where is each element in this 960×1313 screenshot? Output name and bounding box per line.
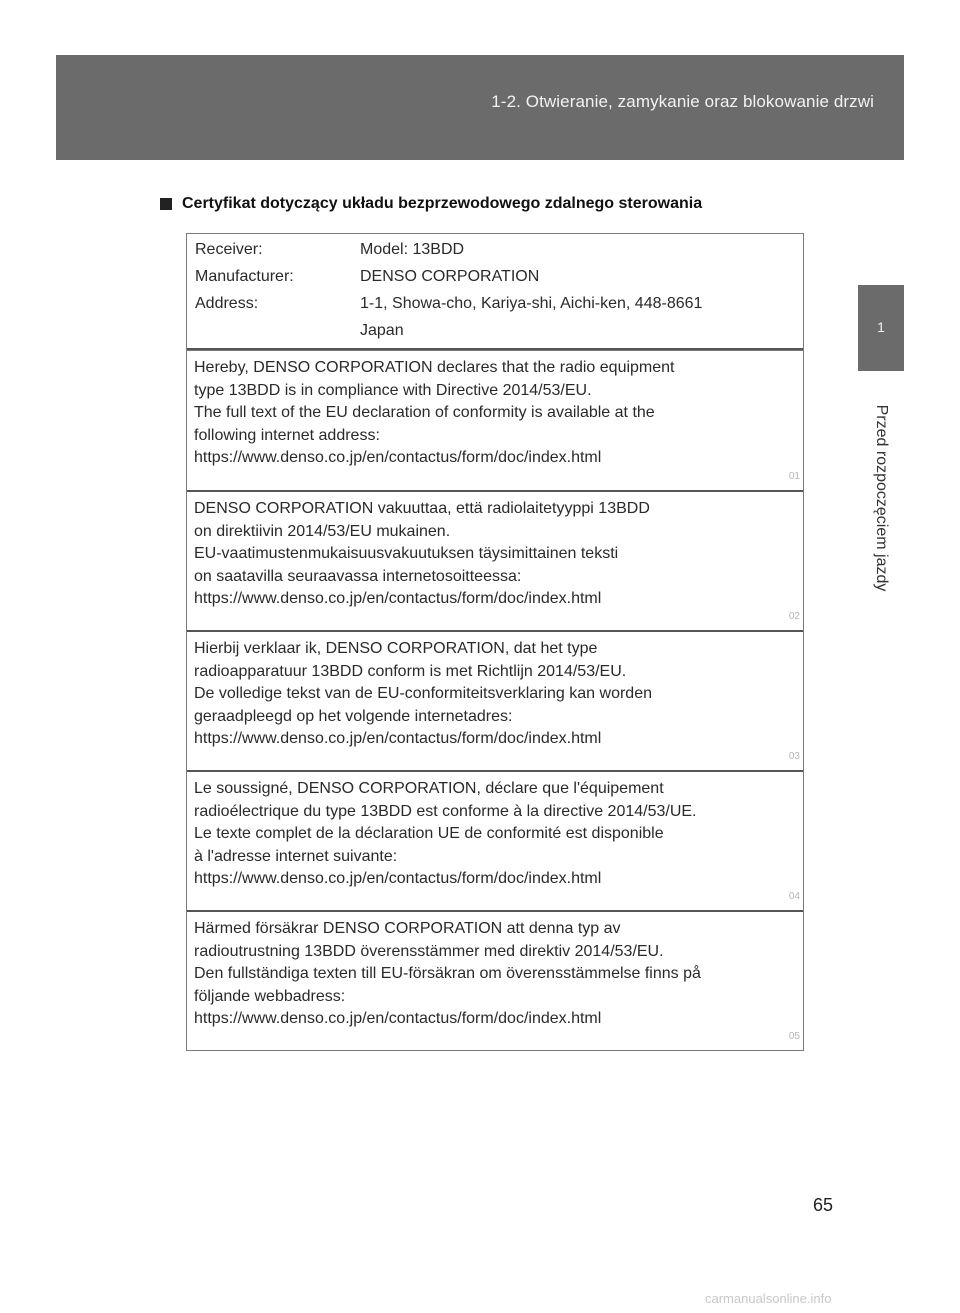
declaration-url: https://www.denso.co.jp/en/contactus/form/doc/index.html: [194, 590, 602, 607]
declaration-number: 01: [788, 470, 800, 482]
declaration-nl: [187, 630, 803, 770]
declaration-line: geraadpleegd op het volgende internetadres:: [194, 707, 513, 725]
declaration-fi: [187, 490, 803, 630]
receiver-value: Model: 13BDD: [360, 241, 465, 258]
chapter-number: 1: [877, 319, 885, 335]
declaration-url: https://www.denso.co.jp/en/contactus/form/doc/index.html: [194, 870, 602, 887]
declaration-line: EU-vaatimustenmukaisuusvakuutuksen täysimittainen teksti: [194, 545, 619, 562]
receiver-row: [195, 236, 795, 263]
declaration-line: Hereby, DENSO CORPORATION declares that the radio equipment: [194, 359, 675, 376]
declaration-line: The full text of the EU declaration of conformity is available at the: [194, 404, 655, 421]
declaration-sv: [187, 910, 803, 1050]
address-line-2: Japan: [360, 322, 404, 339]
declaration-line: DENSO CORPORATION vakuuttaa, että radiolaitetyyppi 13BDD: [194, 500, 650, 517]
declaration-url: https://www.denso.co.jp/en/contactus/form/doc/index.html: [194, 449, 602, 466]
section-heading: [160, 195, 702, 213]
receiver-label: Receiver:: [195, 241, 263, 258]
declaration-line: Den fullständiga texten till EU-försäkran om överensstämmelse finns på: [194, 965, 701, 982]
manufacturer-label: Manufacturer:: [195, 268, 294, 285]
declaration-fr: [187, 770, 803, 910]
declaration-line: radioapparatuur 13BDD conform is met Richtlijn 2014/53/EU.: [194, 662, 627, 680]
declaration-line: on saatavilla seuraavassa internetosoitteessa:: [194, 567, 522, 585]
chapter-side-label: Przed rozpoczęciem jazdy: [873, 404, 890, 592]
declaration-url: https://www.denso.co.jp/en/contactus/form/doc/index.html: [194, 1010, 602, 1027]
declaration-line: Le soussigné, DENSO CORPORATION, déclare que l'équipement: [194, 780, 664, 797]
address-row: [195, 290, 795, 317]
chapter-side-tab: [858, 285, 904, 371]
manufacturer-row: [195, 263, 795, 290]
declaration-url: https://www.denso.co.jp/en/contactus/form/doc/index.html: [194, 730, 602, 747]
chapter-title: 1-2. Otwieranie, zamykanie oraz blokowanie drzwi: [491, 92, 874, 111]
declaration-number: 02: [788, 610, 800, 622]
declaration-number: 04: [788, 890, 800, 902]
square-bullet-icon: [160, 198, 172, 210]
declaration-line: Härmed försäkrar DENSO CORPORATION att denna typ av: [194, 920, 621, 937]
declaration-line: on direktiivin 2014/53/EU mukainen.: [194, 522, 451, 540]
section-title-text: Certyfikat dotyczący układu bezprzewodowego zdalnego sterowania: [182, 195, 703, 212]
declaration-line: följande webbadress:: [194, 987, 346, 1005]
declaration-line: type 13BDD is in compliance with Directive 2014/53/EU.: [194, 381, 592, 399]
watermark: carmanualsonline.info: [705, 1291, 832, 1306]
address-line-1: 1-1, Showa-cho, Kariya-shi, Aichi-ken, 448-8661: [360, 295, 703, 312]
manufacturer-value: DENSO CORPORATION: [360, 268, 540, 285]
declaration-line: following internet address:: [194, 426, 380, 444]
address-row-2: [195, 317, 795, 344]
chapter-header-bar: [56, 55, 904, 160]
declaration-number: 05: [788, 1030, 800, 1042]
declaration-line: radioélectrique du type 13BDD est conforme à la directive 2014/53/UE.: [194, 802, 697, 820]
declaration-line: radioutrustning 13BDD överensstämmer med direktiv 2014/53/EU.: [194, 942, 664, 960]
certificate-box: [186, 233, 804, 1051]
certificate-info: [187, 234, 803, 350]
declaration-line: Le texte complet de la déclaration UE de conformité est disponible: [194, 825, 664, 842]
declaration-line: à l'adresse internet suivante:: [194, 847, 398, 865]
address-label: Address:: [195, 295, 259, 312]
declaration-line: Hierbij verklaar ik, DENSO CORPORATION, dat het type: [194, 640, 598, 657]
declaration-en: [187, 350, 803, 490]
page-number: 65: [813, 1195, 834, 1215]
declaration-number: 03: [788, 750, 800, 762]
declaration-line: De volledige tekst van de EU-conformiteitsverklaring kan worden: [194, 685, 652, 702]
